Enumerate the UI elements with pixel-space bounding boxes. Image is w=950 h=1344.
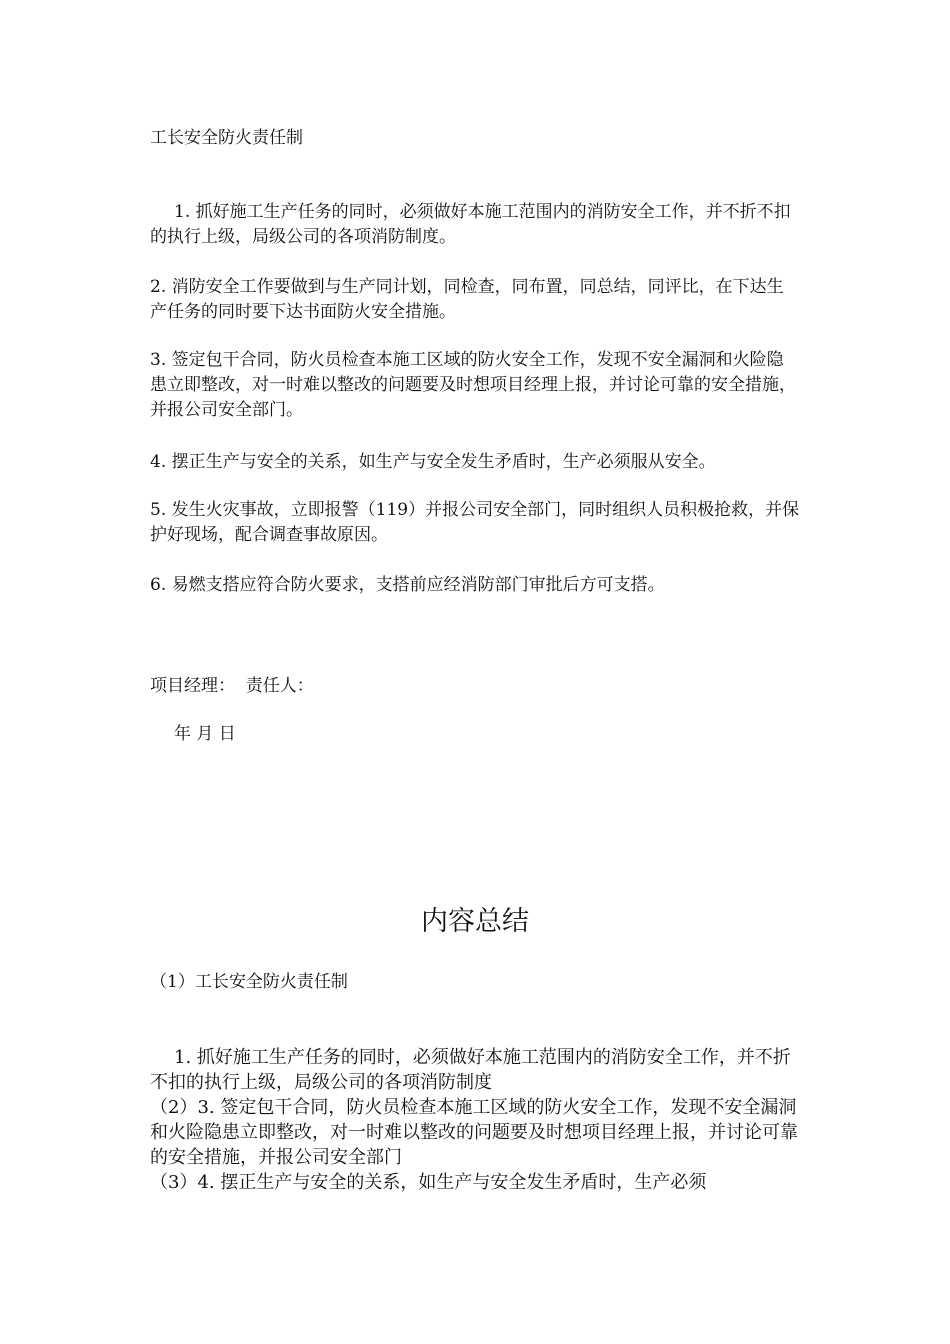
summary-item-title: （1）工长安全防火责任制 [150, 972, 348, 992]
paragraph-6: 6. 易燃支搭应符合防火要求，支搭前应经消防部门审批后方可支搭。 [150, 575, 665, 595]
signature-line: 项目经理： 责任人： [150, 676, 314, 696]
summary-line-2: （2）3. 签定包干合同，防火员检查本施工区域的防火安全工作，发现不安全漏洞和火险隐患立即整改，对一时难以整改的问题要及时想项目经理上报，并讨论可靠的安全措施，并报公司安全部门 [150, 1097, 798, 1168]
summary-heading: 内容总结 [421, 906, 529, 937]
date-line: 年 月 日 [174, 724, 236, 744]
summary-body [150, 1045, 800, 1195]
paragraph-2: 2. 消防安全工作要做到与生产同计划，同检查，同布置，同总结，同评比，在下达生产任务的同时要下达书面防火安全措施。 [150, 277, 784, 322]
paragraph-4: 4. 摆正生产与安全的关系，如生产与安全发生矛盾时，生产必须服从安全。 [150, 452, 716, 472]
paragraph-3: 3. 签定包干合同，防火员检查本施工区域的防火安全工作，发现不安全漏洞和火险隐患立即整改，对一时难以整改的问题要及时想项目经理上报，并讨论可靠的安全措施，并报公司安全部门。 [150, 350, 796, 420]
summary-line-1: 1. 抓好施工生产任务的同时，必须做好本施工范围内的消防安全工作，并不折不扣的执行上级，局级公司的各项消防制度 [150, 1047, 791, 1093]
document-title: 工长安全防火责任制 [150, 128, 303, 148]
paragraph-5: 5. 发生火灾事故，立即报警（119）并报公司安全部门，同时组织人员积极抢救，并保护好现场，配合调查事故原因。 [150, 500, 800, 545]
paragraph-1: 1. 抓好施工生产任务的同时，必须做好本施工范围内的消防安全工作，并不折不扣的执行上级，局级公司的各项消防制度。 [150, 202, 791, 247]
summary-line-3: （3）4. 摆正生产与安全的关系，如生产与安全发生矛盾时，生产必须 [150, 1172, 707, 1193]
